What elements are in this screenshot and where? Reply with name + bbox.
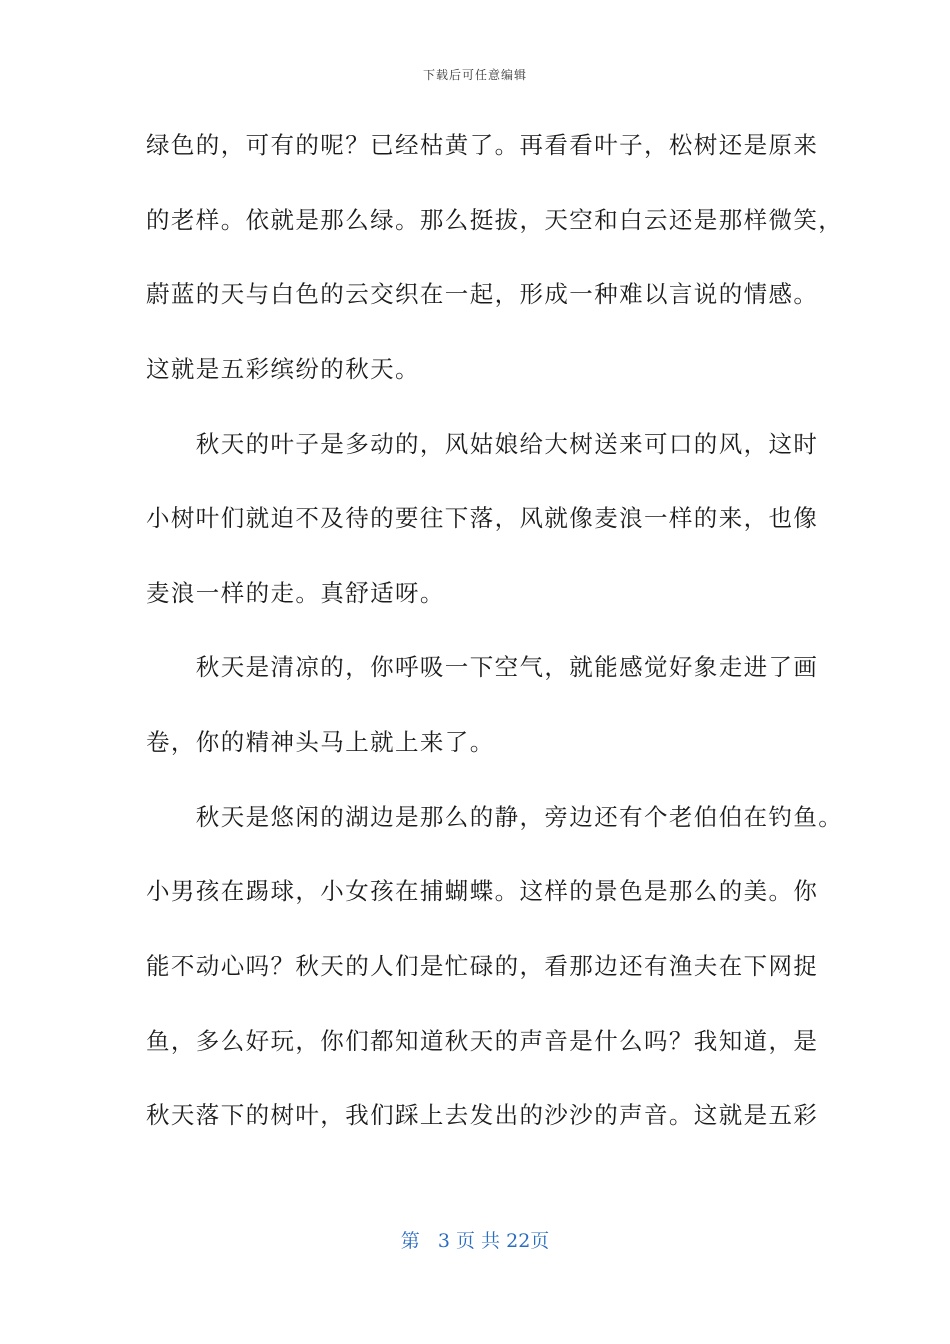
footer-total-pages: 22页 xyxy=(506,1230,550,1252)
footer-current-page: 3 xyxy=(437,1230,450,1252)
page-header-note: 下载后可任意编辑 xyxy=(422,68,527,82)
page-number-footer xyxy=(0,1226,950,1253)
text-line: 卷，你的精神头马上就上来了。 xyxy=(146,728,495,756)
text-line: 麦浪一样的走。真舒适呀。 xyxy=(146,579,445,607)
text-line: 鱼，多么好玩，你们都知道秋天的声音是什么吗？我知道，是 xyxy=(146,1027,819,1055)
text-line: 的老样。依就是那么绿。那么挺拔，天空和白云还是那样微笑， xyxy=(146,206,844,234)
text-line: 这就是五彩缤纷的秋天。 xyxy=(146,355,420,383)
text-line: 小树叶们就迫不及待的要往下落，风就像麦浪一样的来，也像 xyxy=(146,504,819,532)
footer-page-word: 页 xyxy=(455,1230,475,1252)
text-line: 秋天是悠闲的湖边是那么的静，旁边还有个老伯伯在钓鱼。 xyxy=(146,803,844,831)
text-line: 秋天是清凉的，你呼吸一下空气，就能感觉好象走进了画 xyxy=(146,653,819,681)
text-line: 能不动心吗？秋天的人们是忙碌的，看那边还有渔夫在下网捉 xyxy=(146,952,819,980)
text-line: 秋天落下的树叶，我们踩上去发出的沙沙的声音。这就是五彩 xyxy=(146,1101,819,1129)
text-line: 小男孩在踢球，小女孩在捕蝴蝶。这样的景色是那么的美。你 xyxy=(146,877,819,905)
text-line: 秋天的叶子是多动的，风姑娘给大树送来可口的风，这时 xyxy=(146,430,819,458)
text-line: 蔚蓝的天与白色的云交织在一起，形成一种难以言说的情感。 xyxy=(146,280,819,308)
text-line: 绿色的，可有的呢？已经枯黄了。再看看叶子，松树还是原来 xyxy=(146,131,819,159)
footer-total-word: 共 xyxy=(481,1230,501,1252)
footer-prefix: 第 xyxy=(400,1230,420,1252)
